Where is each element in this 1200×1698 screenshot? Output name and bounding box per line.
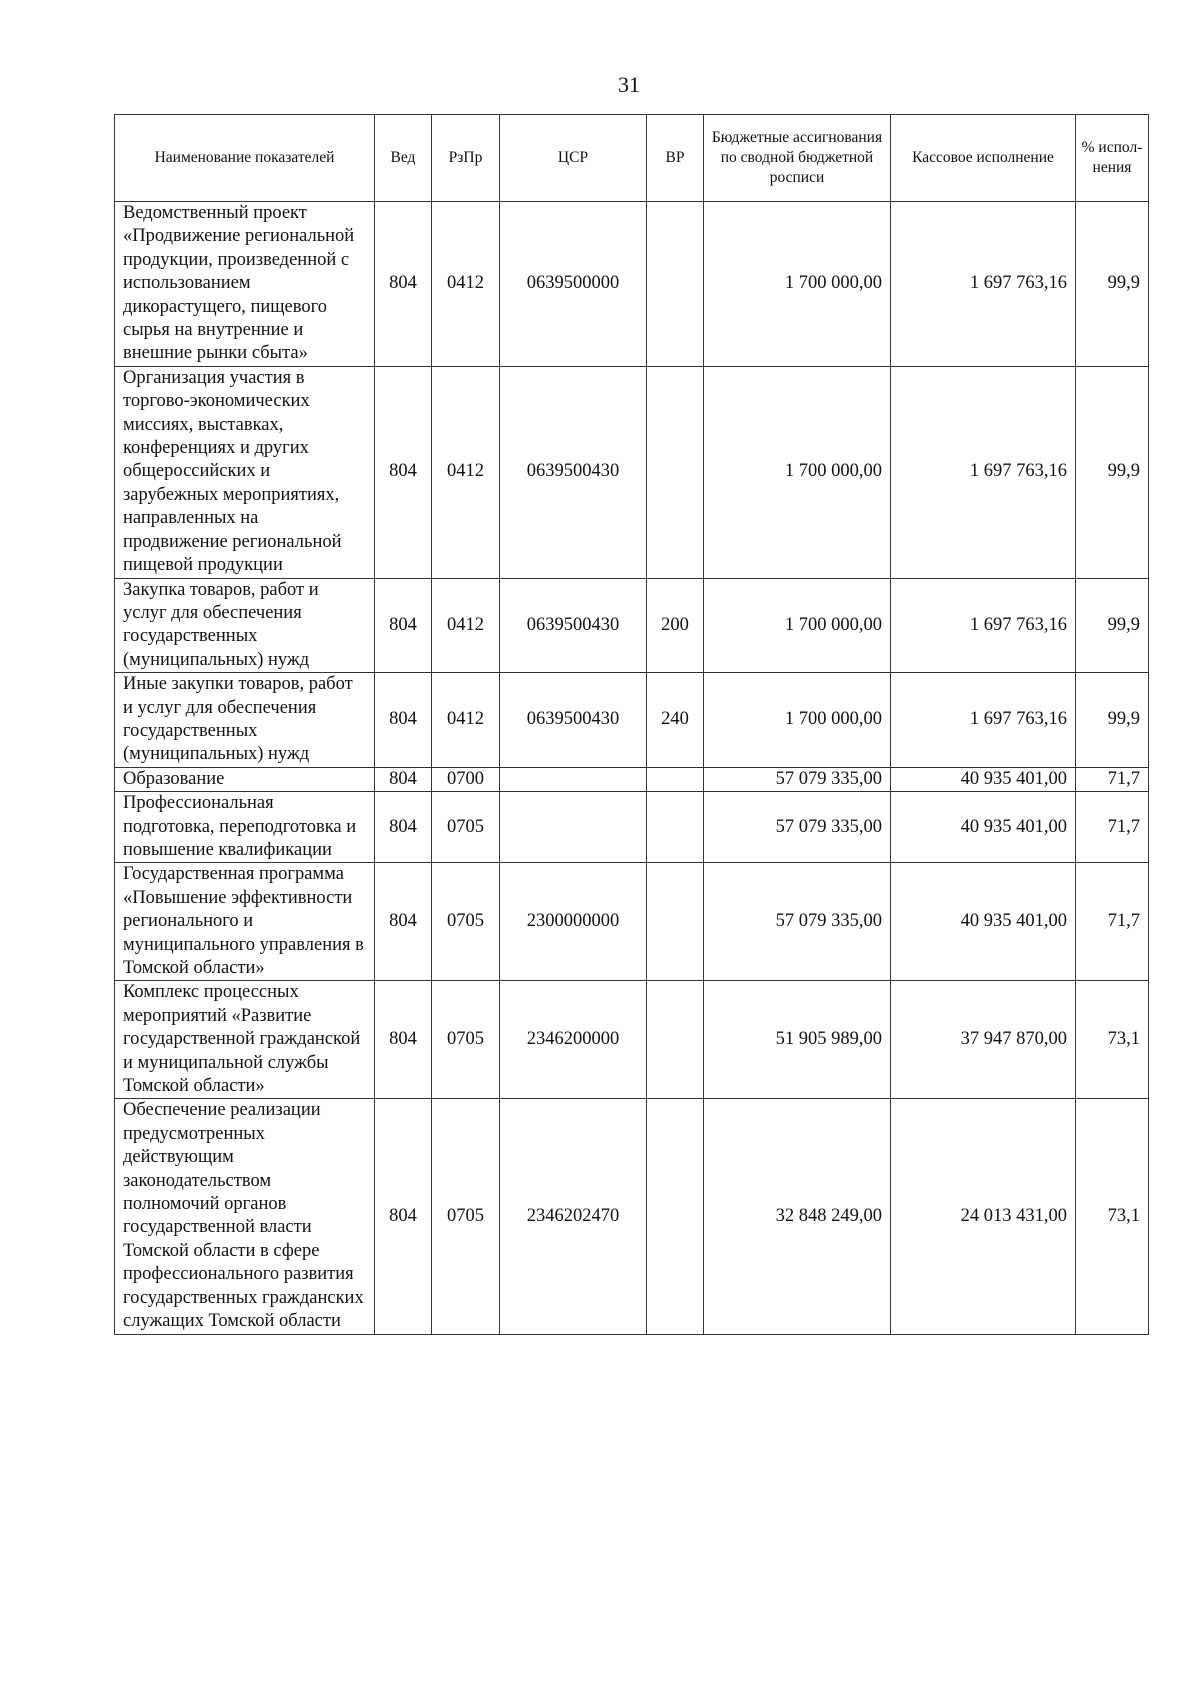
cell-rzpr: 0705: [432, 981, 500, 1099]
header-name: Наименование показателей: [115, 115, 375, 202]
cell-percent: 73,1: [1076, 1099, 1149, 1334]
header-percent: % испол-нения: [1076, 115, 1149, 202]
table-row: [115, 863, 1149, 981]
cell-rzpr: 0412: [432, 673, 500, 768]
cell-name: Организация участия в торгово-экономических миссиях, выставках, конференциях и других общероссийских и зарубежных мероприятиях, направленных на продвижение региональной пищевой продукции: [115, 366, 375, 578]
cell-name: Закупка товаров, работ и услуг для обеспечения государственных (муниципальных) нужд: [115, 578, 375, 673]
cell-csr: 0639500000: [500, 202, 647, 367]
cell-ved: 804: [375, 202, 432, 367]
cell-percent: 99,9: [1076, 578, 1149, 673]
cell-csr: 2346200000: [500, 981, 647, 1099]
header-budget: Бюджетные ассигнования по сводной бюджетной росписи: [704, 115, 891, 202]
cell-cash: 24 013 431,00: [891, 1099, 1076, 1334]
cell-cash: 40 935 401,00: [891, 767, 1076, 791]
cell-vr: [647, 1099, 704, 1334]
cell-ved: 804: [375, 1099, 432, 1334]
cell-cash: 1 697 763,16: [891, 366, 1076, 578]
cell-vr: [647, 202, 704, 367]
header-rzpr: РзПр: [432, 115, 500, 202]
cell-name: Обеспечение реализации предусмотренных действующим законодательством полномочий органов государственной власти Томской области в сфере профессионального развития государственных гражданских служащих Томской области: [115, 1099, 375, 1334]
cell-rzpr: 0412: [432, 202, 500, 367]
table-row: [115, 202, 1149, 367]
table-row: [115, 767, 1149, 791]
cell-vr: [647, 981, 704, 1099]
cell-ved: 804: [375, 673, 432, 768]
page-number: 31: [618, 72, 640, 97]
table-row: [115, 578, 1149, 673]
table-header-row: [115, 115, 1149, 202]
cell-csr: 2346202470: [500, 1099, 647, 1334]
cell-rzpr: 0705: [432, 863, 500, 981]
cell-ved: 804: [375, 767, 432, 791]
header-ved: Вед: [375, 115, 432, 202]
cell-percent: 71,7: [1076, 767, 1149, 791]
table-row: [115, 366, 1149, 578]
cell-vr: [647, 366, 704, 578]
cell-cash: 40 935 401,00: [891, 863, 1076, 981]
cell-csr: 2300000000: [500, 863, 647, 981]
cell-rzpr: 0705: [432, 1099, 500, 1334]
cell-rzpr: 0700: [432, 767, 500, 791]
cell-ved: 804: [375, 863, 432, 981]
cell-budget: 57 079 335,00: [704, 863, 891, 981]
cell-budget: 1 700 000,00: [704, 202, 891, 367]
cell-percent: 71,7: [1076, 863, 1149, 981]
cell-csr: [500, 767, 647, 791]
header-cash: Кассовое исполнение: [891, 115, 1076, 202]
cell-vr: [647, 792, 704, 863]
table-row: [115, 1099, 1149, 1334]
cell-ved: 804: [375, 792, 432, 863]
cell-csr: [500, 792, 647, 863]
cell-ved: 804: [375, 578, 432, 673]
cell-budget: 1 700 000,00: [704, 366, 891, 578]
table-row: [115, 673, 1149, 768]
cell-name: Государственная программа «Повышение эффективности регионального и муниципального управления в Томской области»: [115, 863, 375, 981]
cell-name: Ведомственный проект «Продвижение региональной продукции, произведенной с использованием дикорастущего, пищевого сырья на внутренние и внешние рынки сбыта»: [115, 202, 375, 367]
cell-csr: 0639500430: [500, 673, 647, 768]
cell-cash: 1 697 763,16: [891, 673, 1076, 768]
cell-rzpr: 0412: [432, 578, 500, 673]
cell-vr: 200: [647, 578, 704, 673]
cell-budget: 32 848 249,00: [704, 1099, 891, 1334]
cell-cash: 40 935 401,00: [891, 792, 1076, 863]
cell-percent: 73,1: [1076, 981, 1149, 1099]
cell-percent: 99,9: [1076, 673, 1149, 768]
cell-percent: 71,7: [1076, 792, 1149, 863]
cell-csr: 0639500430: [500, 578, 647, 673]
cell-budget: 1 700 000,00: [704, 673, 891, 768]
cell-name: Образование: [115, 767, 375, 791]
cell-name: Профессиональная подготовка, переподготовка и повышение квалификации: [115, 792, 375, 863]
cell-ved: 804: [375, 981, 432, 1099]
cell-cash: 1 697 763,16: [891, 202, 1076, 367]
cell-budget: 57 079 335,00: [704, 792, 891, 863]
cell-budget: 57 079 335,00: [704, 767, 891, 791]
cell-csr: 0639500430: [500, 366, 647, 578]
cell-name: Иные закупки товаров, работ и услуг для обеспечения государственных (муниципальных) нужд: [115, 673, 375, 768]
header-csr: ЦСР: [500, 115, 647, 202]
cell-vr: [647, 767, 704, 791]
budget-execution-table: [114, 114, 1149, 1335]
table-row: [115, 792, 1149, 863]
cell-vr: [647, 863, 704, 981]
table-row: [115, 981, 1149, 1099]
cell-budget: 1 700 000,00: [704, 578, 891, 673]
cell-vr: 240: [647, 673, 704, 768]
cell-percent: 99,9: [1076, 202, 1149, 367]
cell-ved: 804: [375, 366, 432, 578]
cell-name: Комплекс процессных мероприятий «Развитие государственной гражданской и муниципальной службы Томской области»: [115, 981, 375, 1099]
cell-rzpr: 0412: [432, 366, 500, 578]
cell-cash: 37 947 870,00: [891, 981, 1076, 1099]
cell-rzpr: 0705: [432, 792, 500, 863]
header-vr: ВР: [647, 115, 704, 202]
cell-budget: 51 905 989,00: [704, 981, 891, 1099]
cell-percent: 99,9: [1076, 366, 1149, 578]
cell-cash: 1 697 763,16: [891, 578, 1076, 673]
